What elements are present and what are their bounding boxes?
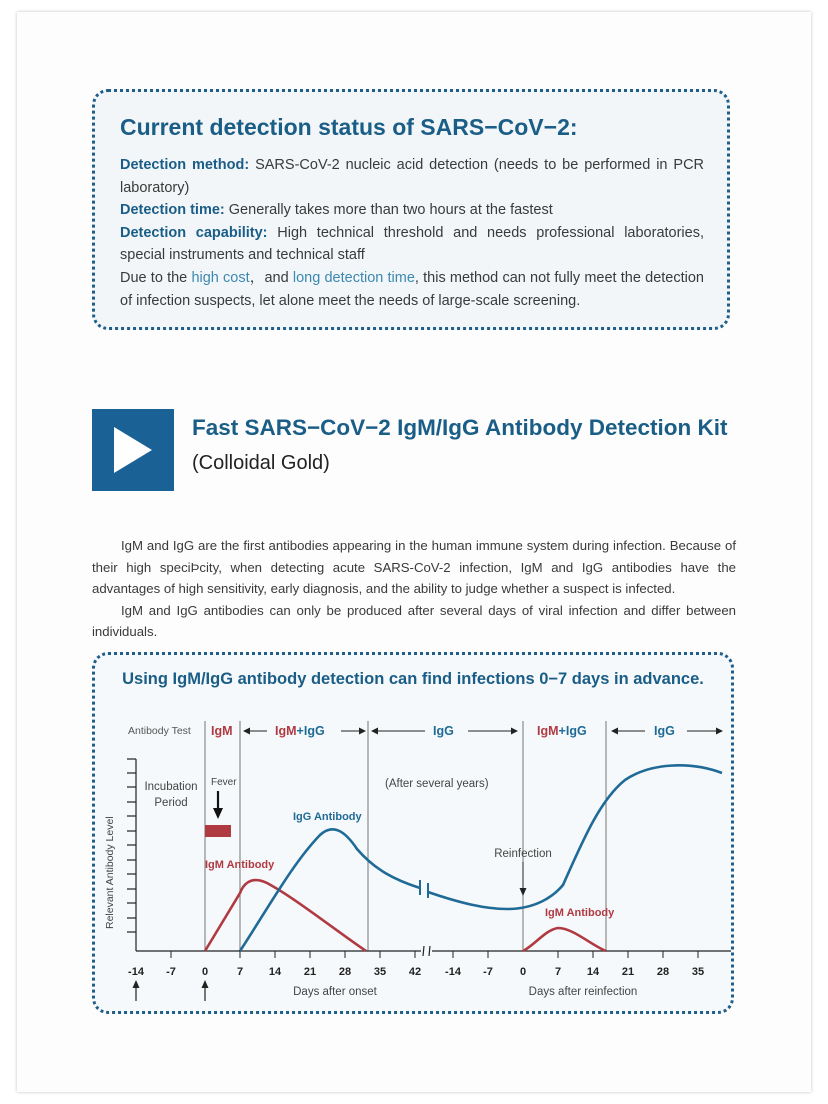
reinfection-tick-4: 14 [586, 966, 600, 978]
phase-arrow-2 [341, 728, 366, 735]
igm-curve-primary [205, 880, 366, 951]
onset-tick-7: 35 [373, 966, 387, 978]
phase-igg-part: IgG [303, 724, 325, 738]
phase-arrow-1 [243, 728, 267, 735]
arrow-up-minus14-icon [133, 980, 140, 1001]
onset-tick-1: -7 [166, 966, 176, 978]
reinfection-tick-1: -7 [483, 966, 493, 978]
antibody-diagram-box [92, 652, 734, 1014]
onset-tick-8: 42 [408, 966, 422, 978]
reinfection-tick-2: 0 [519, 966, 527, 978]
onset-tick-2: 0 [201, 966, 209, 978]
igg-curve-primary [240, 829, 420, 951]
reinfection-arrow-icon [520, 862, 527, 896]
phase-igg-1: IgG [433, 724, 454, 738]
onset-tick-6: 28 [338, 966, 352, 978]
phase-plus-2: + [558, 724, 566, 738]
detection-status-box [92, 89, 730, 330]
capability-label: Detection capability: [120, 224, 268, 241]
status-text [120, 154, 704, 312]
phase-arrow-5 [611, 728, 645, 735]
arrow-up-day0-icon [202, 980, 209, 1001]
method-label: Detection method: [120, 157, 250, 173]
igm-antibody-label: IgM Antibody [205, 859, 275, 871]
antibody-test-label: Antibody Test [128, 725, 191, 737]
after-years-label: (After several years) [385, 778, 489, 790]
intro-paragraph-2: IgM and IgG antibodies can only be produced after several days of viral infection and differ between individuals. [92, 602, 736, 640]
fever-label: Fever [211, 777, 237, 788]
onset-tick-4: 14 [268, 966, 282, 978]
y-axis [127, 759, 136, 951]
igg-antibody-label: IgG Antibody [293, 811, 362, 823]
y-axis-label: Relevant Antibody Level [104, 816, 116, 929]
diagram-heading: Using IgM/IgG antibody detection can find infections 0−7 days in advance. [122, 670, 704, 688]
due-mid: ，and [249, 269, 293, 286]
method-text: SARS-CoV-2 nucleic acid detection (needs to be performed in PCR laboratory) [120, 157, 705, 196]
capability-text: High technical threshold and needs professional laboratories, special instruments and technical staff [120, 224, 704, 264]
due-suffix: , this method can not fully meet the detection of infection suspects, let alone meet the needs of large-scale screening. [120, 269, 704, 309]
intro-paragraph-1: IgM and IgG are the first antibodies appearing in the human immune system during infection. Because of their high speciÞcity, when detecting acute SARS-CoV-2 infection, IgM and IgG antibodies have the advantages of high sensitivity, early diagnosis, and the ability to judge whether a suspect is infected. [92, 538, 736, 597]
due-prefix: Due to the [120, 269, 192, 286]
kit-title: Fast SARS−CoV−2 IgM/IgG Antibody Detection Kit [192, 415, 728, 440]
fever-marker [205, 825, 231, 837]
x-ticks-reinfection [445, 966, 704, 978]
phase-igm-igg [275, 724, 325, 738]
time-label: Detection time: [120, 202, 225, 219]
antibody-timeline-diagram [95, 655, 731, 1011]
incubation-label-1: Incubation [144, 781, 198, 793]
reinfection-tick-0: -14 [445, 966, 461, 978]
x-axis-label-onset: Days after onset [293, 986, 377, 998]
long-time: long detection time [292, 269, 415, 286]
reinfection-tick-5: 21 [621, 966, 635, 978]
phase-igm-igg-2 [537, 724, 587, 738]
phase-igm-part-2: IgM [537, 724, 559, 738]
status-title: Current detection status of SARS−CoV−2: [120, 114, 578, 140]
phase-arrow-6 [687, 728, 723, 735]
phase-igg-part-2: IgG [565, 724, 587, 738]
igm-curve-reinfection [523, 928, 606, 951]
phase-plus: + [296, 724, 304, 738]
x-axis [136, 946, 731, 958]
onset-tick-5: 21 [303, 966, 317, 978]
phase-arrow-3 [371, 728, 425, 735]
reinfection-tick-3: 7 [554, 966, 562, 978]
onset-tick-0: -14 [128, 966, 144, 978]
time-text: Generally takes more than two hours at the fastest [228, 202, 553, 219]
x-axis-label-reinfection: Days after reinfection [528, 986, 638, 998]
phase-igg-2: IgG [654, 724, 675, 738]
incubation-label-2: Period [154, 797, 188, 809]
reinfection-tick-7: 35 [691, 966, 705, 978]
reinfection-label: Reinfection [494, 848, 552, 860]
intro-text [92, 535, 736, 643]
kit-subtitle: (Colloidal Gold) [192, 452, 330, 474]
phase-arrow-4 [468, 728, 518, 735]
high-cost: high cost [191, 269, 250, 286]
play-icon [92, 409, 174, 491]
igm-antibody-label-2: IgM Antibody [545, 907, 615, 919]
reinfection-tick-6: 28 [656, 966, 670, 978]
onset-tick-3: 7 [236, 966, 244, 978]
x-ticks-onset [128, 966, 421, 978]
fever-arrow-icon [213, 791, 223, 819]
phase-igm: IgM [211, 724, 233, 738]
phase-igm-part: IgM [275, 724, 297, 738]
